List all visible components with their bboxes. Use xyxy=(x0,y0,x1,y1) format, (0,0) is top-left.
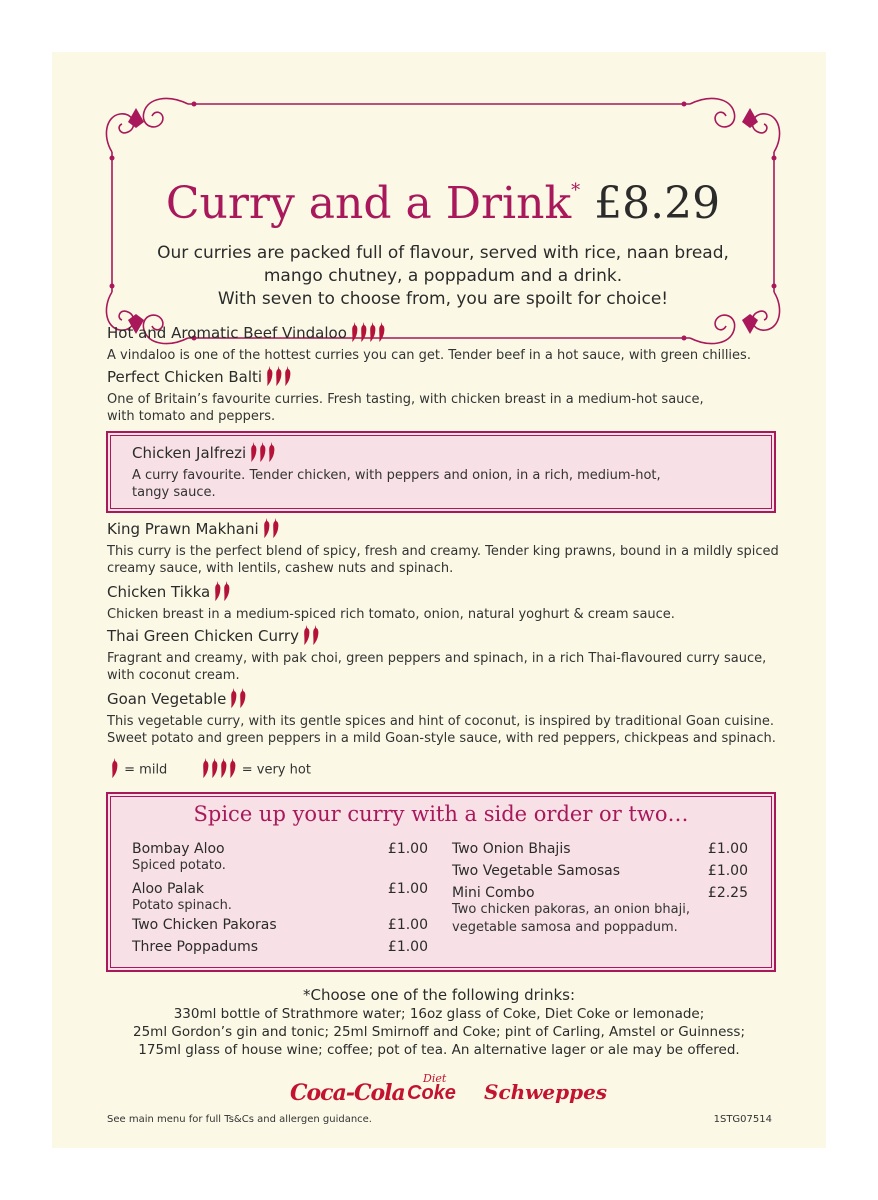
side-name: Two Onion Bhajis xyxy=(452,841,571,857)
header-frame xyxy=(98,92,788,352)
brand-logos xyxy=(52,1072,826,1112)
chilli-rating xyxy=(266,366,293,391)
side-item xyxy=(132,936,428,958)
side-item xyxy=(452,860,748,882)
side-desc: Two chicken pakoras, an onion bhaji, xyxy=(452,902,690,917)
chilli-icon xyxy=(259,442,266,462)
diet-coke-logo xyxy=(407,1072,456,1105)
chilli-icon xyxy=(250,442,257,462)
side-name: Mini Combo xyxy=(452,885,535,901)
side-name: Aloo Palak xyxy=(132,881,205,897)
drinks-line: 175ml glass of house wine; coffee; pot of tea. An alternative lager or ale may be offered. xyxy=(138,1042,740,1058)
chilli-icon xyxy=(369,322,376,342)
curry-item xyxy=(107,625,767,684)
intro-text xyxy=(98,242,788,311)
side-item xyxy=(452,838,748,860)
chilli-icon xyxy=(230,688,237,708)
intro-line: mango chutney, a poppadum and a drink. xyxy=(263,266,623,286)
curry-description xyxy=(132,467,772,501)
title-text: Curry and a Drink xyxy=(165,178,572,229)
chilli-icon xyxy=(220,758,227,778)
sides-left-column xyxy=(132,838,428,958)
legend-hot-chillies xyxy=(202,758,238,782)
curry-desc-line: This curry is the perfect blend of spicy, fresh and creamy. Tender king prawns, bound in a mildly spiced xyxy=(107,544,779,559)
drinks-heading: *Choose one of the following drinks: xyxy=(302,986,576,1004)
sides-panel xyxy=(106,792,776,972)
chilli-icon xyxy=(268,442,275,462)
side-price: £1.00 xyxy=(707,841,748,857)
chilli-icon xyxy=(229,758,236,778)
side-item xyxy=(132,838,428,874)
side-desc: Spiced potato. xyxy=(132,858,226,873)
diet-coke-logo-small: Diet xyxy=(423,1072,447,1085)
page-title xyxy=(98,178,788,229)
side-name: Bombay Aloo xyxy=(132,841,225,857)
title-asterisk: * xyxy=(571,180,581,201)
schweppes-logo: Schweppes xyxy=(484,1080,608,1104)
diet-coke-logo-text: Coke xyxy=(407,1082,456,1104)
chilli-icon xyxy=(266,366,273,386)
chilli-icon xyxy=(312,625,319,645)
side-price: £1.00 xyxy=(387,939,428,955)
curry-desc-line: with coconut cream. xyxy=(107,668,240,683)
curry-name: Perfect Chicken Balti xyxy=(107,368,263,386)
chilli-icon xyxy=(111,758,118,778)
curry-desc-line: Sweet potato and green peppers in a mild Goan-style sauce, with red peppers, chickpeas and spinach. xyxy=(107,731,776,746)
curry-desc-line: A curry favourite. Tender chicken, with peppers and onion, in a rich, medium-hot, xyxy=(132,468,661,483)
curry-item xyxy=(107,688,776,747)
curry-name: Thai Green Chicken Curry xyxy=(107,627,299,645)
chilli-rating xyxy=(351,322,387,347)
side-item xyxy=(132,878,428,914)
chilli-icon xyxy=(211,758,218,778)
menu-page xyxy=(52,52,826,1148)
side-item xyxy=(132,914,428,936)
chilli-icon xyxy=(303,625,310,645)
side-desc: Potato spinach. xyxy=(132,898,232,913)
curry-name: Hot and Aromatic Beef Vindaloo xyxy=(107,324,347,342)
curry-description xyxy=(107,347,751,364)
chilli-icon xyxy=(202,758,209,778)
curry-desc-line: Fragrant and creamy, with pak choi, green peppers and spinach, in a rich Thai-flavoured curry sauce, xyxy=(107,651,767,666)
curry-desc-line: A vindaloo is one of the hottest curries you can get. Tender beef in a hot sauce, with green chillies. xyxy=(107,348,751,363)
chilli-icon xyxy=(351,322,358,342)
curry-item xyxy=(107,518,779,577)
coca-cola-logo: Coca-Cola xyxy=(290,1080,405,1106)
curry-desc-line: This vegetable curry, with its gentle spices and hint of coconut, is inspired by traditional Goan cuisine. xyxy=(107,714,774,729)
footer-note: See main menu for full Ts&Cs and allergen guidance. xyxy=(107,1114,372,1125)
footer-code: 1STG07514 xyxy=(713,1114,772,1125)
chilli-rating xyxy=(230,688,248,713)
curry-item xyxy=(107,322,751,364)
chilli-icon xyxy=(284,366,291,386)
curry-name: Chicken Tikka xyxy=(107,583,211,601)
chilli-rating xyxy=(214,581,232,606)
side-price: £1.00 xyxy=(387,841,428,857)
side-desc: vegetable samosa and poppadum. xyxy=(452,920,678,935)
curry-desc-line: with tomato and peppers. xyxy=(107,409,276,424)
title-price: £8.29 xyxy=(594,178,721,229)
curry-name: Goan Vegetable xyxy=(107,690,227,708)
curry-desc-line: tangy sauce. xyxy=(132,485,216,500)
side-price: £1.00 xyxy=(707,863,748,879)
intro-line: With seven to choose from, you are spoilt for choice! xyxy=(217,289,669,309)
drinks-line: 25ml Gordon’s gin and tonic; 25ml Smirnoff and Coke; pint of Carling, Amstel or Guinness; xyxy=(133,1024,745,1040)
chilli-rating xyxy=(250,442,277,467)
chilli-icon xyxy=(223,581,230,601)
side-name: Three Poppadums xyxy=(132,939,259,955)
drinks-line: 330ml bottle of Strathmore water; 16oz glass of Coke, Diet Coke or lemonade; xyxy=(173,1006,705,1022)
featured-curry-panel xyxy=(106,431,776,513)
curry-desc-line: creamy sauce, with lentils, cashew nuts and spinach. xyxy=(107,561,454,576)
curry-desc-line: One of Britain’s favourite curries. Fresh tasting, with chicken breast in a medium-hot sauce, xyxy=(107,392,704,407)
curry-description xyxy=(107,650,767,684)
curry-item xyxy=(107,581,747,623)
sides-title: Spice up your curry with a side order or two… xyxy=(193,802,689,826)
chilli-icon xyxy=(275,366,282,386)
chilli-icon xyxy=(239,688,246,708)
chilli-icon xyxy=(378,322,385,342)
side-name: Two Vegetable Samosas xyxy=(452,863,621,879)
legend-mild-label: = mild xyxy=(124,762,168,778)
chilli-icon xyxy=(360,322,367,342)
drinks-section xyxy=(52,985,826,1059)
sides-right-column xyxy=(452,838,748,936)
legend-very-hot-label: = very hot xyxy=(241,762,311,778)
legend-mild-chilli xyxy=(111,758,120,782)
curry-description xyxy=(107,713,776,747)
curry-name: King Prawn Makhani xyxy=(107,520,259,538)
side-price: £1.00 xyxy=(387,917,428,933)
side-price: £2.25 xyxy=(707,885,748,901)
curry-description xyxy=(107,391,747,425)
curry-item xyxy=(107,366,747,425)
curry-item xyxy=(132,442,772,501)
side-price: £1.00 xyxy=(387,881,428,897)
heat-legend xyxy=(107,758,311,782)
chilli-icon xyxy=(263,518,270,538)
chilli-rating xyxy=(303,625,321,650)
chilli-rating xyxy=(263,518,281,543)
curry-name: Chicken Jalfrezi xyxy=(132,444,247,462)
curry-description xyxy=(107,606,747,623)
intro-line: Our curries are packed full of flavour, served with rice, naan bread, xyxy=(157,243,729,263)
curry-description xyxy=(107,543,779,577)
chilli-icon xyxy=(272,518,279,538)
side-item xyxy=(452,882,748,936)
side-name: Two Chicken Pakoras xyxy=(132,917,277,933)
chilli-icon xyxy=(214,581,221,601)
curry-desc-line: Chicken breast in a medium-spiced rich tomato, onion, natural yoghurt & cream sauce. xyxy=(107,607,675,622)
